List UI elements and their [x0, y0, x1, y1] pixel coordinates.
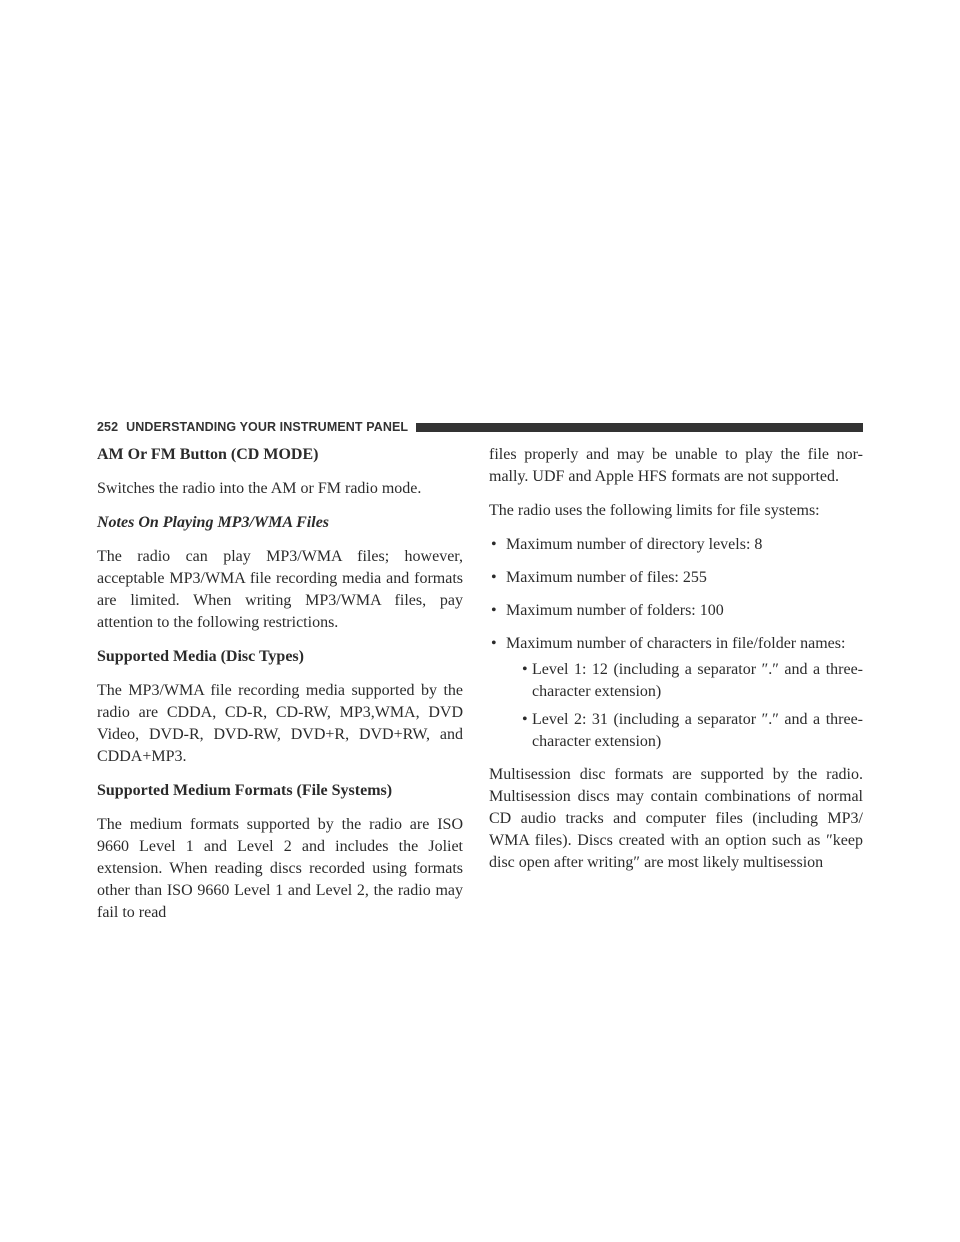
- page-header: [97, 419, 863, 435]
- heading-supported-formats: Supported Medium Formats (File Systems): [97, 782, 393, 799]
- list-item: • Maximum number of characters in file/folder names: • Level 1: 12 (including a separator ″.″ and a three-character extension) • Level 2: 31 (including a separator ″.″ and a three-character extension): [489, 633, 863, 753]
- left-column: [97, 444, 463, 936]
- notes-paragraph: The radio can play MP3/WMA files; however, acceptable MP3/WMA file recording media and formats are limited. When writing MP3/WMA files, pay attention to the following restrictions.: [97, 548, 463, 631]
- list-item: • Maximum number of files: 255: [489, 567, 863, 589]
- sub-limits-list: [506, 659, 863, 753]
- right-column: [489, 444, 863, 886]
- limits-intro: The radio uses the following limits for file systems:: [489, 502, 820, 519]
- section-title: UNDERSTANDING YOUR INSTRUMENT PANEL: [126, 420, 409, 434]
- list-item: • Maximum number of directory levels: 8: [489, 534, 863, 556]
- list-item: • Maximum number of folders: 100: [489, 600, 863, 622]
- supported-formats-paragraph: The medium formats supported by the radio are ISO 9660 Level 1 and Level 2 and includes the Joliet extension. When reading discs recorded using formats other than ISO 9660 Level 1 and Level 2, the radio may fail to read: [97, 816, 463, 921]
- am-fm-description: Switches the radio into the AM or FM radio mode.: [97, 480, 422, 497]
- heading-notes-mp3-wma: Notes On Playing MP3/WMA Files: [97, 514, 330, 531]
- supported-media-paragraph: The MP3/WMA file recording media supported by the radio are CDDA, CD-R, CD-RW, MP3,WMA, DVD Video, DVD-R, DVD-RW, DVD+R, DVD+RW, and CDDA+MP3.: [97, 682, 463, 765]
- limits-list: [489, 534, 863, 753]
- multisession-paragraph: Multisession disc formats are supported by the radio. Multisession discs may contain combinations of normal CD audio tracks and computer files (including MP3/ WMA files). Discs created with an option such as ″keep disc open after writing″ are most likely multisession: [489, 766, 863, 871]
- heading-supported-media: Supported Media (Disc Types): [97, 648, 304, 665]
- page-number: 252: [97, 420, 119, 434]
- continued-paragraph: files properly and may be unable to play the file nor-mally. UDF and Apple HFS formats are not supported.: [489, 446, 863, 485]
- heading-am-fm-button: AM Or FM Button (CD MODE): [97, 446, 319, 463]
- header-rule: [416, 423, 863, 432]
- list-item: • Level 1: 12 (including a separator ″.″ and a three-character extension): [506, 659, 863, 703]
- list-item: • Level 2: 31 (including a separator ″.″ and a three-character extension): [506, 709, 863, 753]
